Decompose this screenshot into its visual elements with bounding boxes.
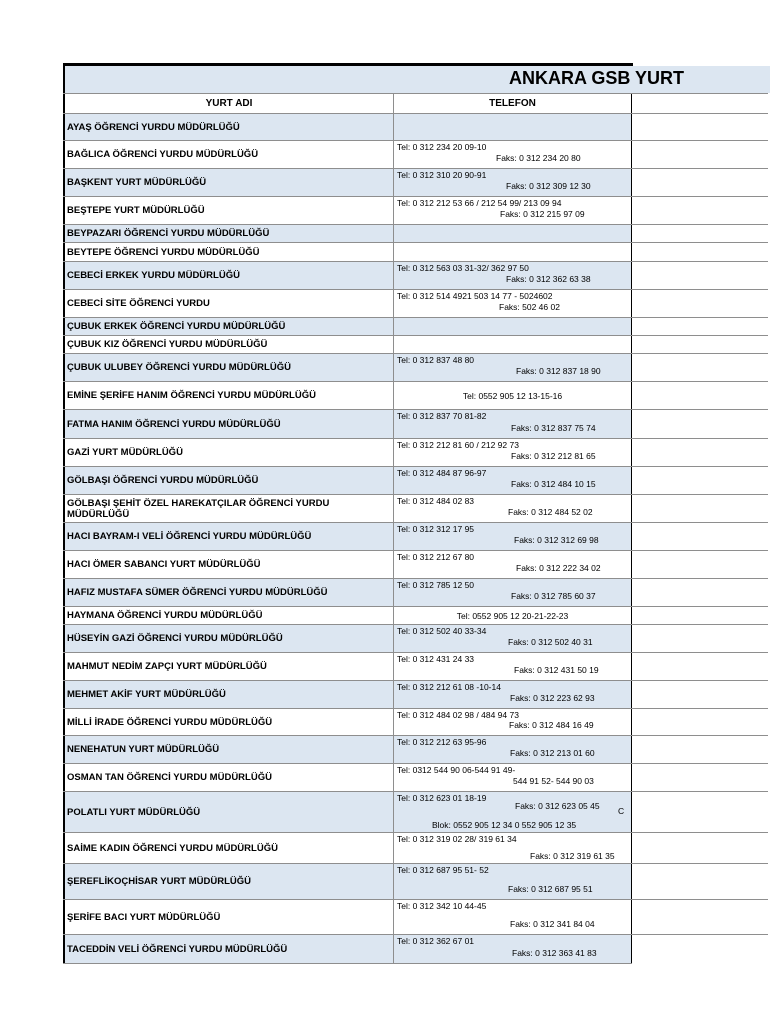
block-phone-text: Blok: 0552 905 12 34 0 552 905 12 35: [432, 820, 577, 830]
phone-cell[interactable]: [394, 225, 632, 242]
fax-text: Faks: 0 312 687 95 51: [508, 884, 593, 894]
header-row: [63, 93, 768, 113]
phone-text: Tel: 0 312 837 48 80: [397, 355, 475, 365]
phone-cell[interactable]: [394, 607, 632, 624]
table-row: [63, 899, 768, 934]
dorm-name-cell[interactable]: BAŞKENT YURT MÜDÜRLÜĞÜ: [63, 169, 394, 196]
phone-text: Tel: 0 312 623 01 18-19: [397, 793, 487, 803]
phone-cell[interactable]: [394, 736, 632, 763]
phone-cell[interactable]: [394, 382, 632, 409]
phone-text: Tel: 0 312 212 53 66 / 212 54 99/ 213 09 94: [397, 198, 562, 208]
fax-text: Faks: 0 312 215 97 09: [500, 209, 585, 219]
dorm-name-cell[interactable]: HACI BAYRAM-I VELİ ÖĞRENCİ YURDU MÜDÜRLÜĞÜ: [63, 523, 394, 550]
phone-text: Tel: 0552 905 12 13-15-16: [462, 391, 563, 401]
dorm-name-cell[interactable]: BAĞLICA ÖĞRENCİ YURDU MÜDÜRLÜĞÜ: [63, 141, 394, 168]
phone-cell[interactable]: [394, 197, 632, 224]
table-row: [63, 708, 768, 735]
phone-text: Tel: 0 312 484 02 98 / 484 94 73: [397, 710, 519, 720]
phone-cell[interactable]: [394, 169, 632, 196]
dorm-name-cell[interactable]: CEBECİ ERKEK YURDU MÜDÜRLÜĞÜ: [63, 262, 394, 289]
table-row: [63, 550, 768, 578]
dorm-name-cell[interactable]: BEYPAZARI ÖĞRENCİ YURDU MÜDÜRLÜĞÜ: [63, 225, 394, 242]
phone-cell[interactable]: [394, 709, 632, 735]
phone-text: Tel: 0 312 212 61 08 -10-14: [397, 682, 501, 692]
table-row: [63, 832, 768, 863]
table-row: [63, 652, 768, 680]
phone-cell[interactable]: [394, 318, 632, 335]
phone-cell[interactable]: [394, 290, 632, 317]
phone-text: Tel: 0 312 212 63 95-96: [397, 737, 487, 747]
dorm-name-cell[interactable]: GÖLBAŞI ÖĞRENCİ YURDU MÜDÜRLÜĞÜ: [63, 467, 394, 494]
table-row: [63, 791, 768, 832]
dorm-name-cell[interactable]: BEŞTEPE YURT MÜDÜRLÜĞÜ: [63, 197, 394, 224]
fax-text: Faks: 0 312 234 20 80: [496, 153, 581, 163]
fax-text: Faks: 0 312 362 63 38: [506, 274, 591, 284]
phone-cell[interactable]: [394, 439, 632, 466]
fax-text: Faks: 0 312 222 34 02: [516, 563, 601, 573]
dorm-name-cell[interactable]: EMİNE ŞERİFE HANIM ÖĞRENCİ YURDU MÜDÜRLÜĞÜ: [63, 382, 394, 409]
fax-text: Faks: 0 312 213 01 60: [510, 748, 595, 758]
table-row: [63, 466, 768, 494]
phone-text: Tel: 0 312 431 24 33: [397, 654, 475, 664]
table-row: [63, 606, 768, 624]
phone-cell[interactable]: [394, 579, 632, 606]
fax-text: Faks: 0 312 623 05 45: [515, 801, 600, 811]
phone-cell[interactable]: [394, 792, 632, 832]
phone-text: Tel: 0 312 342 10 44-45: [397, 901, 487, 911]
fax-text: Faks: 0 312 837 75 74: [511, 423, 596, 433]
dorm-name-cell[interactable]: AYAŞ ÖĞRENCİ YURDU MÜDÜRLÜĞÜ: [63, 114, 394, 140]
dorm-name-cell[interactable]: GAZİ YURT MÜDÜRLÜĞÜ: [63, 439, 394, 466]
table-row: [63, 224, 768, 242]
table-row: [63, 317, 768, 335]
title-row: [63, 66, 768, 93]
dorm-name-cell[interactable]: GÖLBAŞI ŞEHİT ÖZEL HAREKATÇILAR ÖĞRENCİ YURDU MÜDÜRLÜĞÜ: [63, 495, 394, 522]
table-row: [63, 261, 768, 289]
dorm-name-cell[interactable]: MEHMET AKİF YURT MÜDÜRLÜĞÜ: [63, 681, 394, 708]
table-row: [63, 409, 768, 438]
phone-text: Tel: 0 312 837 70 81-82: [397, 411, 487, 421]
dorm-name-cell[interactable]: ŞERİFE BACI YURT MÜDÜRLÜĞÜ: [63, 900, 394, 934]
fax-text: Faks: 0 312 484 16 49: [509, 720, 594, 730]
table-row: [63, 168, 768, 196]
table-body: [63, 113, 768, 963]
phone-cell[interactable]: [394, 551, 632, 578]
phone-cell[interactable]: [394, 336, 632, 353]
table-row: [63, 381, 768, 409]
dormitory-sheet: [63, 63, 768, 964]
table-row: [63, 522, 768, 550]
table-row: [63, 863, 768, 899]
fax-text: 544 91 52- 544 90 03: [513, 776, 594, 786]
phone-text: Tel: 0 312 563 03 31-32/ 362 97 50: [397, 263, 529, 273]
table-row: [63, 624, 768, 652]
table-row: [63, 196, 768, 224]
dorm-name-cell[interactable]: MİLLİ İRADE ÖĞRENCİ YURDU MÜDÜRLÜĞÜ: [63, 709, 394, 735]
table-row: [63, 113, 768, 140]
table-row: [63, 438, 768, 466]
phone-cell[interactable]: [394, 935, 632, 963]
dorm-name-cell[interactable]: POLATLI YURT MÜDÜRLÜĞÜ: [63, 792, 394, 832]
table-row: [63, 494, 768, 522]
fax-text: Faks: 0 312 312 69 98: [514, 535, 599, 545]
phone-cell[interactable]: [394, 114, 632, 140]
phone-cell[interactable]: [394, 653, 632, 680]
phone-text: Tel: 0552 905 12 20-21-22-23: [456, 611, 569, 621]
dorm-name-cell[interactable]: HAFIZ MUSTAFA SÜMER ÖĞRENCİ YURDU MÜDÜRLÜĞÜ: [63, 579, 394, 606]
fax-text: Faks: 0 312 341 84 04: [510, 919, 595, 929]
fax-text: Faks: 0 312 837 18 90: [516, 366, 601, 376]
phone-cell[interactable]: [394, 864, 632, 899]
dorm-name-cell[interactable]: NENEHATUN YURT MÜDÜRLÜĞÜ: [63, 736, 394, 763]
table-row: [63, 763, 768, 791]
table-row: [63, 140, 768, 168]
dorm-name-cell[interactable]: OSMAN TAN ÖĞRENCİ YURDU MÜDÜRLÜĞÜ: [63, 764, 394, 791]
dorm-name-cell[interactable]: BEYTEPE ÖĞRENCİ YURDU MÜDÜRLÜĞÜ: [63, 243, 394, 261]
phone-text: Tel: 0 312 312 17 95: [397, 524, 475, 534]
phone-text: Tel: 0 312 212 81 60 / 212 92 73: [397, 440, 519, 450]
phone-cell[interactable]: [394, 495, 632, 522]
phone-cell[interactable]: [394, 410, 632, 438]
fax-text: Faks: 0 312 502 40 31: [508, 637, 593, 647]
fax-text: Faks: 0 312 212 81 65: [511, 451, 596, 461]
table-row: [63, 934, 768, 963]
phone-cell[interactable]: [394, 681, 632, 708]
table-row: [63, 680, 768, 708]
dorm-name-cell[interactable]: HÜSEYİN GAZİ ÖĞRENCİ YURDU MÜDÜRLÜĞÜ: [63, 625, 394, 652]
phone-text: Tel: 0 312 502 40 33-34: [397, 626, 487, 636]
dorm-name-cell[interactable]: ÇUBUK ERKEK ÖĞRENCİ YURDU MÜDÜRLÜĞÜ: [63, 318, 394, 335]
phone-text: Tel: 0 312 484 87 96-97: [397, 468, 487, 478]
bottom-border: [63, 963, 632, 964]
dorm-name-cell[interactable]: FATMA HANIM ÖĞRENCİ YURDU MÜDÜRLÜĞÜ: [63, 410, 394, 438]
fax-text: Faks: 0 312 484 10 15: [511, 479, 596, 489]
side-marker: C: [618, 806, 625, 816]
table-row: [63, 578, 768, 606]
phone-cell[interactable]: [394, 833, 632, 863]
phone-text: Tel: 0 312 234 20 09-10: [397, 142, 487, 152]
phone-text: Tel: 0 312 484 02 83: [397, 496, 475, 506]
phone-text: Tel: 0312 544 90 06-544 91 49-: [397, 765, 516, 775]
dorm-name-cell[interactable]: TACEDDİN VELİ ÖĞRENCİ YURDU MÜDÜRLÜĞÜ: [63, 935, 394, 963]
phone-text: Tel: 0 312 310 20 90-91: [397, 170, 487, 180]
phone-text: Tel: 0 312 319 02 28/ 319 61 34: [397, 834, 517, 844]
phone-cell[interactable]: [394, 764, 632, 791]
phone-text: Tel: 0 312 687 95 51- 52: [397, 865, 489, 875]
dorm-name-cell[interactable]: SAİME KADIN ÖĞRENCİ YURDU MÜDÜRLÜĞÜ: [63, 833, 394, 863]
table-row: [63, 242, 768, 261]
phone-cell[interactable]: [394, 625, 632, 652]
phone-cell[interactable]: [394, 467, 632, 494]
dorm-name-cell[interactable]: ÇUBUK KIZ ÖĞRENCİ YURDU MÜDÜRLÜĞÜ: [63, 336, 394, 353]
phone-cell[interactable]: [394, 900, 632, 934]
column-header-name[interactable]: YURT ADI: [63, 94, 394, 113]
dorm-name-cell[interactable]: ŞEREFLİKOÇHİSAR YURT MÜDÜRLÜĞÜ: [63, 864, 394, 899]
fax-text: Faks: 0 312 223 62 93: [510, 693, 595, 703]
phone-text: Tel: 0 312 362 67 01: [397, 936, 475, 946]
table-row: [63, 289, 768, 317]
fax-text: Faks: 0 312 363 41 83: [512, 948, 597, 958]
fax-text: Faks: 0 312 319 61 35: [530, 851, 615, 861]
phone-cell[interactable]: [394, 141, 632, 168]
fax-text: Faks: 0 312 785 60 37: [511, 591, 596, 601]
fax-text: Faks: 0 312 309 12 30: [506, 181, 591, 191]
phone-cell[interactable]: [394, 523, 632, 550]
table-row: [63, 353, 768, 381]
fax-text: Faks: 0 312 484 52 02: [508, 507, 593, 517]
dorm-name-cell[interactable]: HAYMANA ÖĞRENCİ YURDU MÜDÜRLÜĞÜ: [63, 607, 394, 624]
phone-text: Tel: 0 312 514 4921 503 14 77 - 5024602: [397, 291, 553, 301]
dorm-name-cell[interactable]: HACI ÖMER SABANCI YURT MÜDÜRLÜĞÜ: [63, 551, 394, 578]
title-clip: [65, 66, 685, 93]
dorm-name-cell[interactable]: CEBECİ SİTE ÖĞRENCİ YURDU: [63, 290, 394, 317]
phone-cell[interactable]: [394, 243, 632, 261]
phone-cell[interactable]: [394, 262, 632, 289]
fax-text: Faks: 502 46 02: [499, 302, 560, 312]
dorm-name-cell[interactable]: ÇUBUK ULUBEY ÖĞRENCİ YURDU MÜDÜRLÜĞÜ: [63, 354, 394, 381]
dorm-name-cell[interactable]: MAHMUT NEDİM ZAPÇI YURT MÜDÜRLÜĞÜ: [63, 653, 394, 680]
phone-cell[interactable]: [394, 354, 632, 381]
fax-text: Faks: 0 312 431 50 19: [514, 665, 599, 675]
sheet-title: ANKARA GSB YURT: [509, 68, 685, 88]
phone-text: Tel: 0 312 785 12 50: [397, 580, 475, 590]
phone-text: Tel: 0 312 212 67 80: [397, 552, 475, 562]
table-row: [63, 335, 768, 353]
table-row: [63, 735, 768, 763]
column-header-phone[interactable]: TELEFON: [394, 94, 632, 113]
